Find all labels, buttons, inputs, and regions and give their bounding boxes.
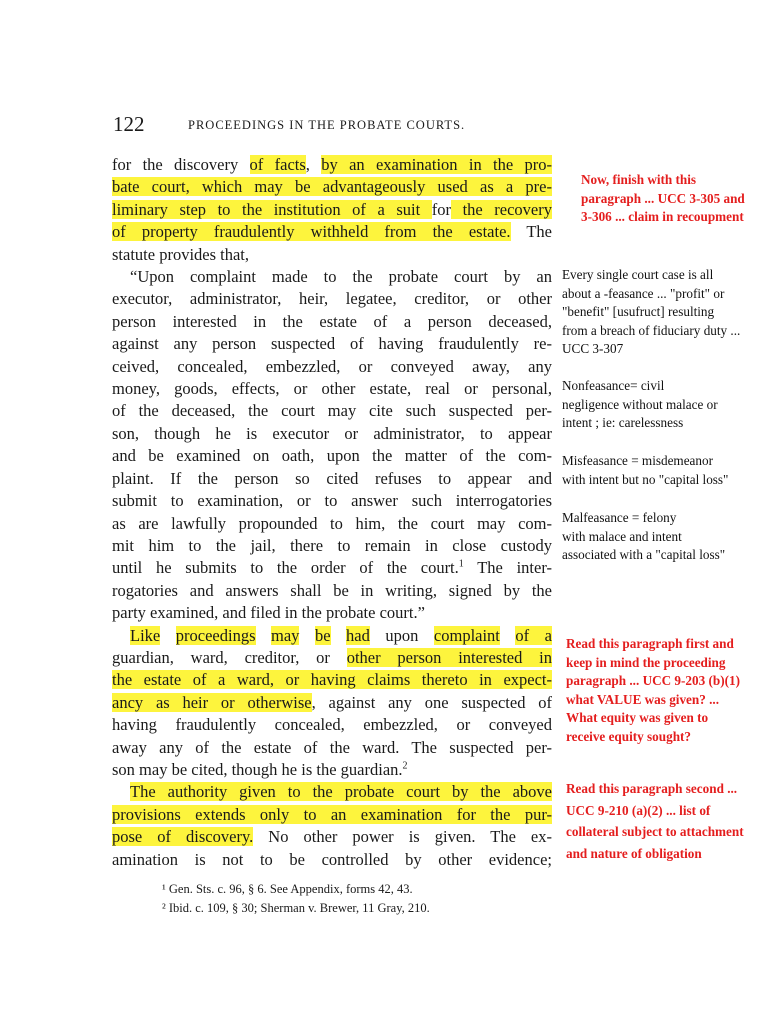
- footnote-ref-2: 2: [402, 760, 408, 772]
- footnotes: [162, 880, 562, 918]
- text-line: son may be cited, though he is the guardian.$^2$: [112, 759, 408, 779]
- text-line: of the deceased, the court may cite such suspected per-: [112, 401, 552, 421]
- text-line: guardian, ward, creditor, or other person interested in: [112, 647, 552, 667]
- text-line: pose of discovery. No other power is given. The ex-: [112, 827, 552, 847]
- highlight: pose of discovery.: [112, 827, 254, 847]
- highlight: of property fraudulently withheld from the estate.: [112, 222, 511, 242]
- annotation-read-first: Read this paragraph first and keep in mind the proceeding paragraph ... UCC 9-203 (b)(1) what VALUE was given? ... What equity was given to receive equity sought?: [566, 636, 740, 744]
- annotation-recoupment: Now, finish with this paragraph ... UCC 3-305 and 3-306 ... claim in recoupment: [581, 172, 745, 225]
- text-line: liminary step to the institution of a suit for the recovery: [112, 199, 552, 219]
- highlight: The authority given to the probate court by the above: [130, 782, 552, 802]
- highlight: liminary step to the institution of a suit: [112, 199, 432, 219]
- annotation-misfeasance: Misfeasance = misdemeanor with intent but no "capital loss": [562, 453, 729, 487]
- text-line: executor, administrator, heir, legatee, creditor, or other: [112, 289, 552, 309]
- highlight: the estate of a ward, or having claims thereto in expect-: [112, 670, 552, 690]
- highlight: Like: [130, 625, 161, 645]
- highlight: proceedings: [175, 625, 256, 645]
- paragraph-1: [112, 154, 552, 266]
- text-line: as are lawfully propounded to him, the court may com-: [112, 513, 552, 533]
- page-number: 122: [113, 112, 145, 136]
- highlight: by an examination in the pro-: [321, 155, 553, 174]
- running-title: PROCEEDINGS IN THE PROBATE COURTS.: [188, 118, 466, 132]
- annotation-malfeasance: Malfeasance = felony with malace and intent associated with a "capital loss": [562, 510, 726, 563]
- footnote-2: ² Ibid. c. 109, § 30; Sherman v. Brewer, 11 Gray, 210.: [162, 901, 430, 915]
- text-line: ancy as heir or otherwise, against any one suspected of: [112, 692, 553, 712]
- text-line: mit him to the jail, there to remain in close custody: [112, 535, 552, 555]
- annotation-read-second: Read this paragraph second ... UCC 9-210 (a)(2) ... list of collateral subject to attachment and nature of obligation: [566, 781, 744, 861]
- text-line: of property fraudulently withheld from the estate. The: [112, 222, 552, 242]
- text-line: [112, 804, 552, 826]
- text-line: son, though he is executor or administrator, to appear: [112, 423, 552, 443]
- text-line: money, goods, effects, or other estate, real or personal,: [112, 379, 552, 399]
- annotation-nonfeasance: Nonfeasance= civil negligence without malace or intent ; ie: carelessness: [562, 378, 718, 431]
- paragraph-3: [112, 781, 552, 871]
- text-line: statute provides that,: [112, 244, 250, 264]
- text-line: having fraudulently concealed, embezzled, or conveyed: [112, 715, 552, 735]
- text-line: [112, 781, 552, 803]
- text-line: until he submits to the order of the court.$^1$ The inter-: [112, 558, 553, 578]
- text-line: [112, 669, 552, 691]
- highlight: the recovery: [451, 199, 552, 219]
- text-line: and be examined on oath, upon the matter of the com-: [112, 446, 552, 466]
- highlight: of a: [515, 625, 552, 645]
- text-line: plaint. If the person so cited refuses to appear and: [112, 468, 552, 488]
- text-line: party examined, and filed in the probate court.”: [112, 603, 425, 623]
- highlight: be: [314, 625, 331, 645]
- highlight: complaint: [433, 625, 500, 645]
- text-line: for the discovery of facts, by an examination in the pro-: [112, 155, 553, 174]
- paragraph-2: [112, 625, 552, 782]
- text-line: Like proceedings may be had upon complaint of a: [130, 625, 552, 645]
- highlight: may: [271, 625, 300, 645]
- text-line: “Upon complaint made to the probate court by an: [130, 267, 552, 287]
- text-line: against any person suspected of having fraudulently re-: [112, 334, 552, 354]
- page-header: [113, 112, 553, 142]
- annotation-feasance: Every single court case is all about a -feasance ... "profit" or "benefit" [usufruct] resulting from a breach of fiduciary duty ... UCC 3-307: [562, 267, 741, 357]
- highlight: ancy as heir or otherwise: [112, 692, 312, 712]
- text-line: rogatories and answers shall be in writing, signed by the: [112, 580, 552, 600]
- text-line: person interested in the estate of a person deceased,: [112, 311, 552, 331]
- text-line: [112, 176, 552, 198]
- book-text: [112, 154, 552, 871]
- highlight: bate court, which may be advantageously used as a pre-: [112, 177, 552, 197]
- highlight: of facts: [249, 155, 306, 174]
- footnote-1: ¹ Gen. Sts. c. 96, § 6. See Appendix, forms 42, 43.: [162, 882, 413, 896]
- text-line: away any of the estate of the ward. The suspected per-: [112, 737, 552, 757]
- text-line: submit to examination, or to answer such interrogatories: [112, 491, 552, 511]
- highlight: had: [346, 625, 370, 645]
- highlight: other person interested in: [346, 647, 552, 667]
- text-line: amination is not to be controlled by other evidence;: [112, 849, 552, 869]
- highlight: provisions extends only to an examination for the pur-: [112, 804, 552, 824]
- footnote-ref-1: 1: [458, 558, 464, 570]
- text-line: ceived, concealed, embezzled, or conveyed away, any: [112, 356, 552, 376]
- statute-quote: [112, 266, 552, 625]
